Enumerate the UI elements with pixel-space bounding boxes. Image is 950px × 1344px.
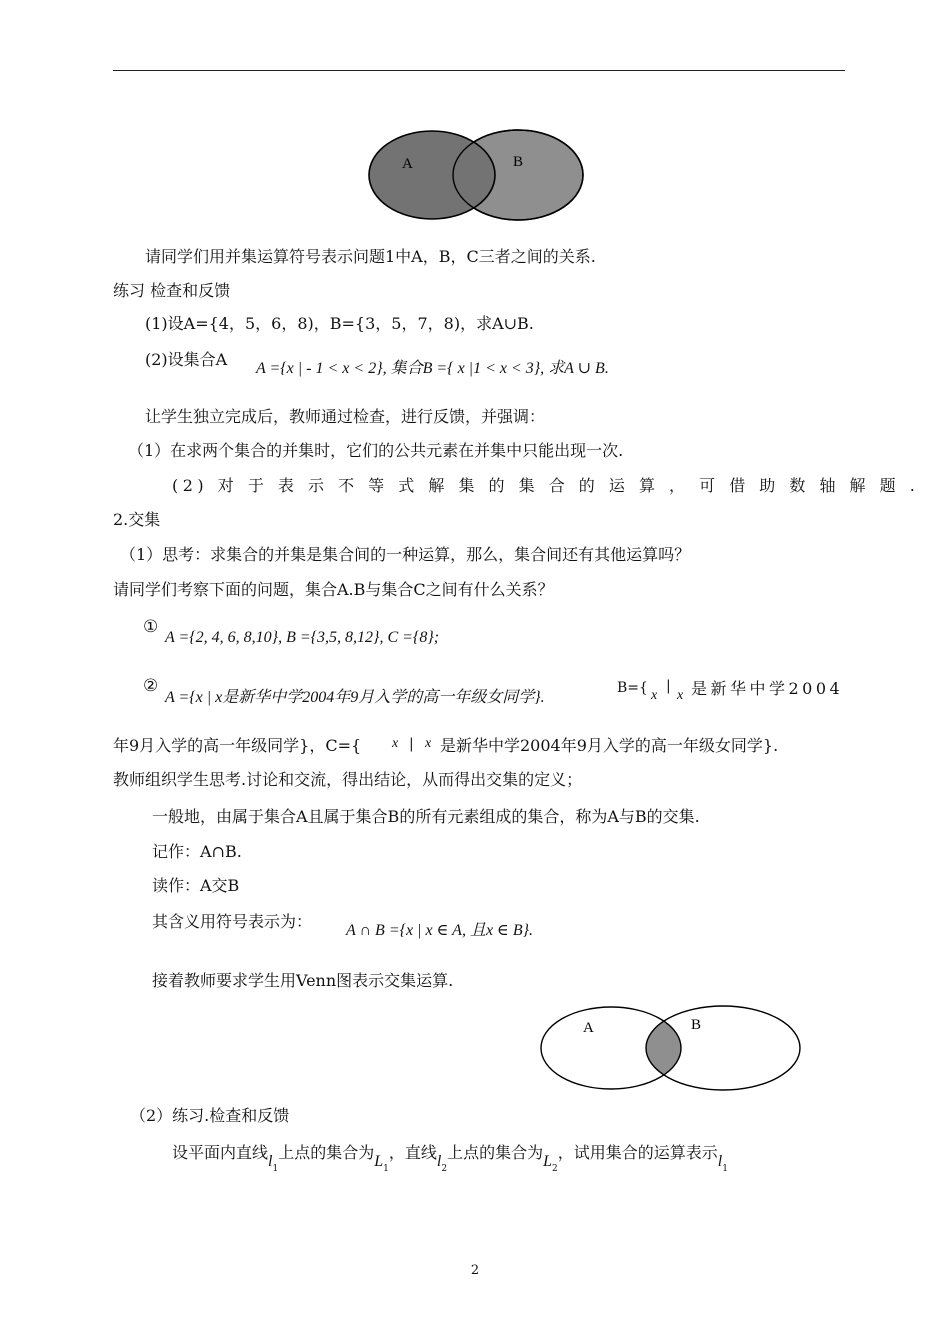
header-rule <box>113 70 845 71</box>
venn-intersection-diagram <box>538 1005 804 1093</box>
text-line-12-b-prefix: B={ <box>617 680 648 696</box>
text-line-21-e: ，试用集合的运算表示 <box>557 1143 718 1162</box>
venn-intersection-label-b: B <box>691 1017 702 1033</box>
formula-line-4: A ={x | - 1 < x < 2}, 集合B ={ x |1 < x < 3}, 求A ∪ B. <box>256 360 609 377</box>
text-line-13-x1: x <box>392 736 399 751</box>
text-line-12-b-bar: | <box>666 678 671 694</box>
text-line-21 <box>172 1143 728 1174</box>
symbol-l1-subscript: 1 <box>272 1164 279 1174</box>
text-line-1: 请同学们用并集运算符号表示问题1中A，B，C三者之间的关系. <box>145 247 596 266</box>
symbol-l1-end-subscript: 1 <box>722 1164 728 1174</box>
text-line-17: 读作：A交B <box>152 876 240 895</box>
venn-union-diagram <box>368 127 590 225</box>
symbol-l1: l <box>268 1153 273 1170</box>
text-line-3: (1)设A={4，5，6，8)，B={3，5，7，8)，求A∪B. <box>145 314 534 333</box>
symbol-L1: L <box>374 1153 384 1170</box>
symbol-l2: l <box>436 1153 442 1170</box>
text-line-13-a: 年9月入学的高一年级同学}，C={ <box>113 736 362 755</box>
symbol-L2-subscript: 2 <box>551 1164 558 1174</box>
marker-1: ① <box>143 617 159 637</box>
text-line-14: 教师组织学生思考.讨论和交流，得出结论，从而得出交集的定义； <box>113 770 583 789</box>
formula-intersection: A ∩ B ={x | x ∈ A, 且x ∈ B}. <box>346 922 534 939</box>
symbol-L1-subscript: 1 <box>383 1164 389 1174</box>
text-line-13-b: 是新华中学2004年9月入学的高一年级女同学}. <box>440 736 779 755</box>
marker-2: ② <box>143 676 159 696</box>
text-line-13-bar: | <box>409 736 414 752</box>
text-line-9: （1）思考：求集合的并集是集合间的一种运算，那么，集合间还有其他运算吗？ <box>120 545 691 564</box>
symbol-l2-subscript: 2 <box>441 1164 448 1174</box>
text-line-20: （2）练习.检查和反馈 <box>130 1106 290 1125</box>
text-line-21-d: 上点的集合为 <box>447 1143 544 1162</box>
text-line-5: 让学生独立完成后，教师通过检查，进行反馈，并强调： <box>145 407 546 426</box>
page-number: 2 <box>470 1263 480 1278</box>
symbol-l1-end: l <box>717 1153 723 1170</box>
text-line-13-x2: x <box>425 736 432 751</box>
text-line-12-b-tail: 是新华中学2004 <box>691 679 844 698</box>
text-line-18-label: 其含义用符号表示为： <box>152 912 313 931</box>
text-line-19: 接着教师要求学生用Venn图表示交集运算. <box>152 971 454 990</box>
formula-line-12: A ={x | x是新华中学2004年9月入学的高一年级女同学}. <box>165 689 545 706</box>
venn-intersection-label-a: A <box>583 1020 594 1036</box>
text-line-21-b: 上点的集合为 <box>278 1143 375 1162</box>
text-line-7: (2) 对 于 表 示 不 等 式 解 集 的 集 合 的 运 算 ， 可 借 助 数 轴 解 题 . <box>172 476 920 495</box>
text-line-21-a: 设平面内直线 <box>172 1143 269 1162</box>
section-heading-intersection: 2.交集 <box>113 510 161 529</box>
text-line-21-c: ，直线 <box>388 1143 437 1162</box>
definition-intersection: 一般地，由属于集合A且属于集合B的所有元素组成的集合，称为A与B的交集. <box>152 807 700 826</box>
venn-union-set-a <box>369 131 495 219</box>
text-line-16: 记作：A∩B. <box>152 842 242 861</box>
text-line-2: 练习 检查和反馈 <box>113 281 231 300</box>
symbol-L2: L <box>543 1153 552 1170</box>
text-line-4-label: (2)设集合A <box>145 350 228 369</box>
text-line-10: 请同学们考察下面的问题，集合A.B与集合C之间有什么关系？ <box>113 580 554 599</box>
text-line-12-b-x2: x <box>677 688 684 703</box>
text-line-6: （1）在求两个集合的并集时，它们的公共元素在并集中只能出现一次. <box>128 441 624 460</box>
venn-union-label-a: A <box>402 156 413 172</box>
text-line-12-b-x1: x <box>651 688 658 703</box>
formula-line-11: A ={2, 4, 6, 8,10}, B ={3,5, 8,12}, C ={8}; <box>165 629 440 646</box>
venn-union-label-b: B <box>513 154 524 170</box>
